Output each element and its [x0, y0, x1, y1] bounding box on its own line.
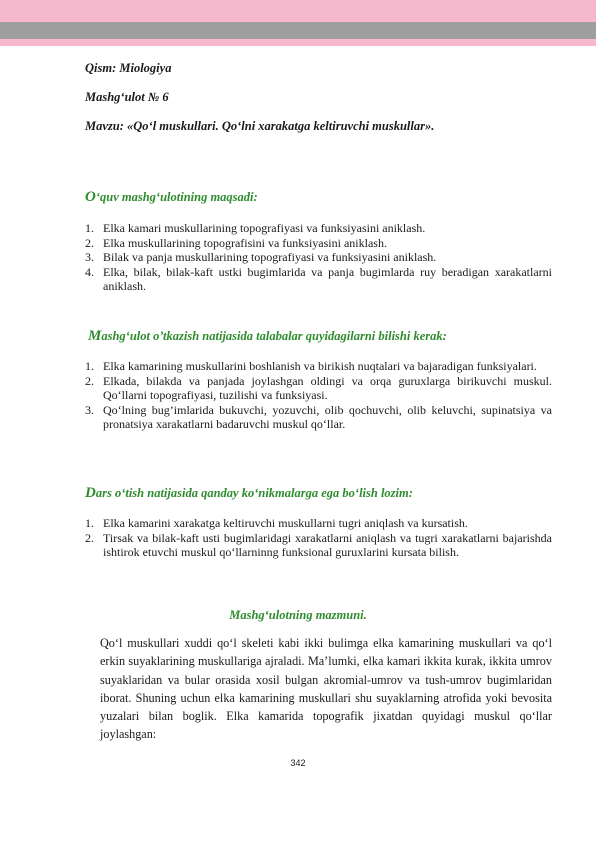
page-number: 342: [290, 758, 306, 768]
header-band-pink-bottom: [0, 39, 596, 46]
list-item-number: 1.: [85, 359, 94, 373]
list-item: [85, 516, 552, 531]
content-heading: Mashg‘ulotning mazmuni.: [229, 608, 367, 622]
knowledge-list: [85, 359, 552, 432]
list-item-text: Elka kamari muskullarining topografiyasi va funksiyasini aniklash.: [103, 221, 426, 235]
list-item: [85, 250, 552, 265]
list-item-text: Elka muskullarining topografisini va funksiyasini aniklash.: [103, 235, 387, 250]
list-item-number: 1.: [85, 516, 94, 530]
list-item-text: Tirsak va bilak-kaft usti bugimlaridagi xarakatlarni aniqlash va tugri xarakatlarni bajarishda ishtirok etuvchi muskul qo‘llarninng funksional guruxlarini kursata bilish.: [103, 530, 552, 559]
goal-list: [85, 221, 552, 294]
list-item: [85, 403, 552, 432]
list-item-text: Elka, bilak, bilak-kaft ustki bugimlarida va panja bugimlarda ruy beradigan xarakatlarni aniklash.: [103, 264, 552, 293]
skills-list: [85, 516, 552, 560]
lesson-number: Mashg‘ulot № 6: [85, 90, 169, 104]
list-item-number: 3.: [85, 250, 94, 264]
list-item-number: 2.: [85, 373, 94, 388]
goal-heading: [85, 190, 258, 204]
list-item-number: 1.: [85, 221, 94, 235]
list-item-text: Elkada, bilakda va panjada joylashgan oldingi va orqa guruxlarga birikuvchi muskul. Qo‘llarni topografiyasi, tuzilishi va funksiyasi.: [103, 373, 552, 402]
list-item-number: 2.: [85, 530, 94, 545]
header-band-gray: [0, 22, 596, 39]
list-item: [85, 359, 552, 374]
lesson-topic: Mavzu: «Qo‘l muskullari. Qo‘lni xarakatga keltiruvchi muskullar».: [85, 119, 435, 133]
list-item-text: Qo‘lning bug’imlarida bukuvchi, yozuvchi, olib qochuvchi, olib keluvchi, supinatsiya va pronatsiya xarakatlarni badaruvchi muskul qo‘llar.: [103, 402, 552, 431]
header-band-pink-top: [0, 0, 596, 22]
knowledge-heading-text: ashg‘ulot o’tkazish natijasida talabalar quyidagilarni bilishi kerak:: [101, 329, 447, 343]
skills-heading-cap: D: [85, 485, 96, 501]
knowledge-heading-cap: M: [88, 328, 102, 344]
skills-heading: [85, 486, 413, 500]
list-item: [85, 531, 552, 560]
knowledge-heading: [88, 329, 447, 343]
section-label: Qism: Miologiya: [85, 61, 172, 75]
list-item-text: Bilak va panja muskullarining topografiyasi va funksiyasini aniklash.: [103, 250, 437, 264]
list-item-number: 3.: [85, 402, 94, 417]
list-item: [85, 221, 552, 236]
list-item-number: 2.: [85, 235, 94, 250]
list-item: [85, 374, 552, 403]
list-item-text: Elka kamarini xarakatga keltiruvchi muskullarni tugri aniqlash va kursatish.: [103, 516, 468, 530]
skills-heading-text: ars o‘tish natijasida qanday ko‘nikmalarga ega bo‘lish lozim:: [95, 486, 413, 500]
list-item-text: Elka kamarining muskullarini boshlanish va birikish nuqtalari va bajaradigan funksiyalari.: [103, 359, 537, 373]
content-paragraph: Qo‘l muskullari xuddi qo‘l skeleti kabi ikki bulimga elka kamarining muskullari va qo‘l erkin suyaklarining muskullariga ajraladi. Ma’lumki, elka kamari ikkita kurak, ikkita umrov suyaklaridan va bular orasida xosil bulgan akromial-umrov va tush-umrov bugimlaridan iborat. Shuning uchun elka kamarining muskullari shu suyaklarning atrofida yoki bevosita yuzalari bilan boglik. Elka kamarida topografik jixatdan quyidagi muskul qo‘llar joylashgan:: [100, 636, 552, 742]
goal-heading-text: ‘quv mashg‘ulotining maqsadi:: [95, 190, 258, 204]
goal-heading-cap: O: [85, 189, 96, 205]
list-item: [85, 236, 552, 251]
list-item-number: 4.: [85, 264, 94, 279]
list-item: [85, 265, 552, 294]
